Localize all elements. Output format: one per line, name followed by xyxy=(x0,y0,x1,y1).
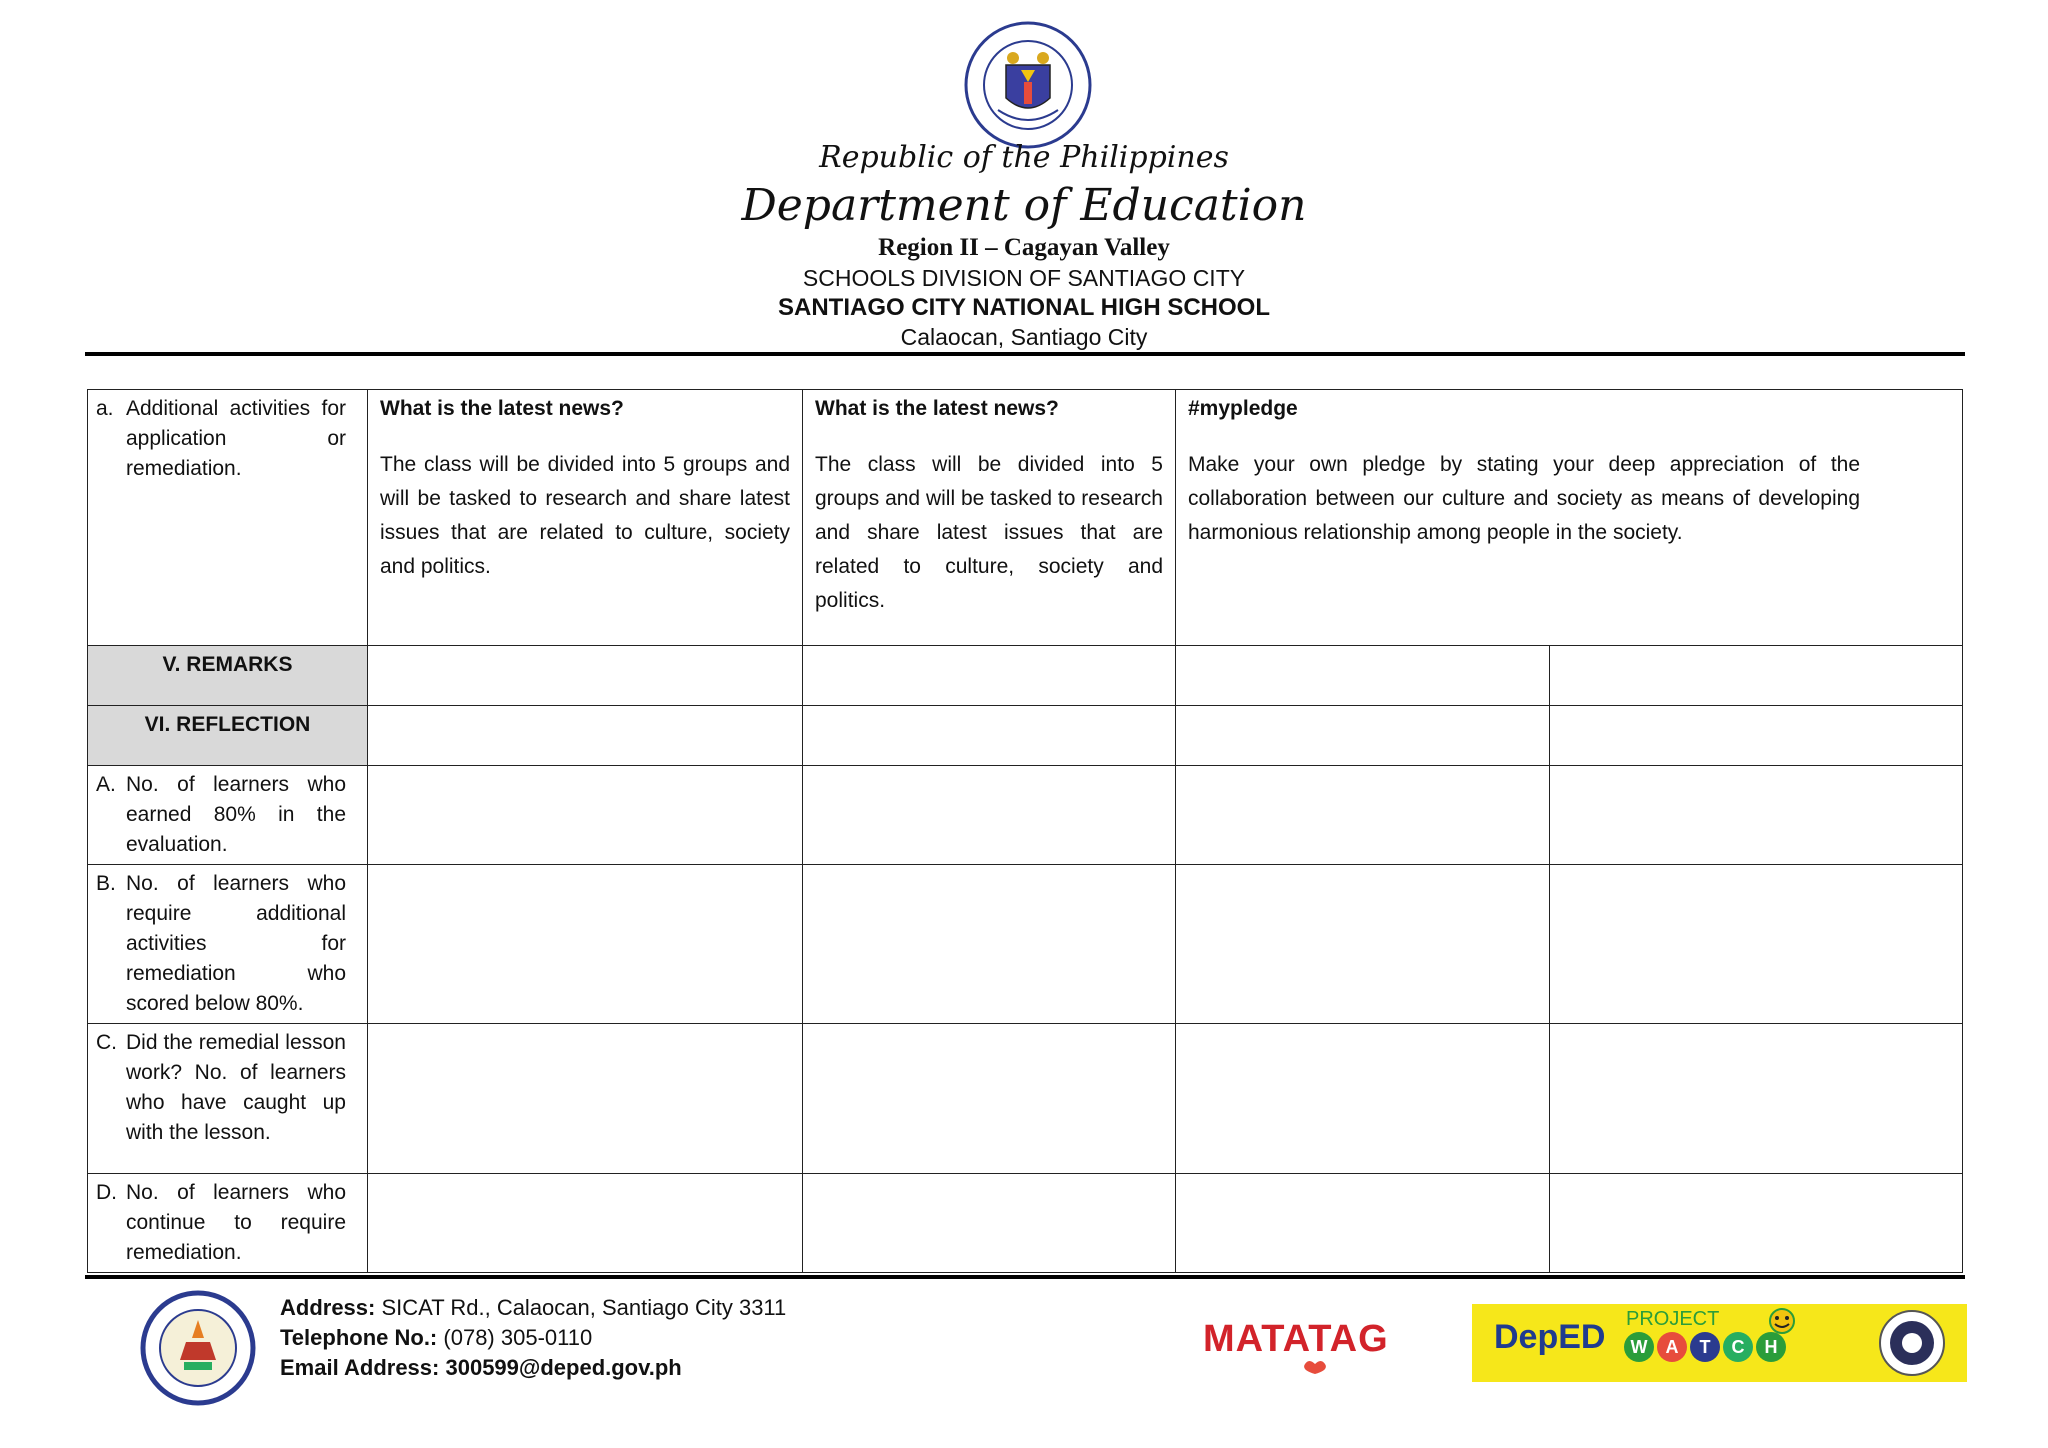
activity-body-2: The class will be divided into 5 groups and will be tasked to research and share latest issues that are related to culture, society and politics. xyxy=(815,453,1163,612)
label-cell xyxy=(88,766,368,865)
table-cell xyxy=(1176,865,1550,1024)
table-row xyxy=(88,1174,1963,1273)
row-marker: a. xyxy=(96,397,114,420)
table-cell xyxy=(1550,706,1963,766)
label-cell xyxy=(88,1024,368,1174)
row-marker: C. xyxy=(96,1031,117,1054)
watch-letter: A xyxy=(1657,1332,1687,1362)
matatag-logo xyxy=(1203,1318,1433,1380)
table-cell xyxy=(1550,1174,1963,1273)
matatag-heart-icon xyxy=(1203,1361,1433,1375)
row-label: Did the remedial lesson work? No. of learners who have caught up with the lesson. xyxy=(126,1031,346,1144)
footer-divider xyxy=(85,1275,1965,1279)
reflection-heading: VI. REFLECTION xyxy=(88,706,368,766)
telephone-label: Telephone No.: xyxy=(280,1325,438,1350)
table-cell xyxy=(1176,766,1550,865)
activity-cell-2 xyxy=(803,390,1176,646)
table-cell xyxy=(368,1174,803,1273)
division-line: SCHOOLS DIVISION OF SANTIAGO CITY xyxy=(802,265,1246,291)
watch-letters xyxy=(1624,1332,1786,1362)
project-wordmark: PROJECT xyxy=(1626,1308,1720,1330)
table-row-remarks xyxy=(88,646,1963,706)
table-cell xyxy=(803,706,1176,766)
table-cell xyxy=(803,1024,1176,1174)
row-label: No. of learners who continue to require remediation. xyxy=(126,1181,346,1264)
activity-cell-3 xyxy=(1176,390,1963,646)
table-cell xyxy=(1550,1024,1963,1174)
republic-line: Republic of the Philippines xyxy=(819,140,1229,175)
deped-project-watch-banner xyxy=(1472,1304,1967,1382)
smiley-icon xyxy=(1762,1306,1802,1336)
table-cell xyxy=(803,865,1176,1024)
row-label: Additional activities for application or remediation. xyxy=(126,397,346,480)
table-row-additional-activities xyxy=(88,390,1963,646)
table-row xyxy=(88,1024,1963,1174)
table-cell xyxy=(803,646,1176,706)
school-location: Calaocan, Santiago City xyxy=(900,324,1148,350)
watch-letter: W xyxy=(1624,1332,1654,1362)
watch-letter: H xyxy=(1756,1332,1786,1362)
remarks-heading: V. REMARKS xyxy=(88,646,368,706)
badge-seal-icon xyxy=(1877,1308,1947,1378)
telephone-line xyxy=(280,1323,786,1353)
deped-seal-logo xyxy=(963,20,1093,150)
table-cell xyxy=(368,766,803,865)
label-cell xyxy=(88,865,368,1024)
school-seal-logo xyxy=(140,1290,256,1406)
table-cell xyxy=(1176,646,1550,706)
table-cell xyxy=(368,706,803,766)
table-row xyxy=(88,766,1963,865)
table-cell xyxy=(1550,646,1963,706)
matatag-wordmark: MATATAG xyxy=(1203,1318,1389,1360)
table-row xyxy=(88,865,1963,1024)
table-cell xyxy=(1176,1024,1550,1174)
activity-title-2: What is the latest news? xyxy=(815,397,1059,420)
row-marker: B. xyxy=(96,872,116,895)
table-cell xyxy=(368,865,803,1024)
email-label: Email Address: xyxy=(280,1355,440,1380)
row-label: No. of learners who require additional activities for remediation who scored below 80%. xyxy=(126,872,346,1015)
table-cell xyxy=(1550,865,1963,1024)
table-cell xyxy=(1176,706,1550,766)
row-marker: A. xyxy=(96,773,116,796)
school-name: SANTIAGO CITY NATIONAL HIGH SCHOOL xyxy=(777,294,1270,321)
address-line xyxy=(280,1293,786,1323)
table-cell xyxy=(803,766,1176,865)
table-cell xyxy=(368,646,803,706)
region-line: Region II – Cagayan Valley xyxy=(878,234,1170,261)
table-cell xyxy=(1176,1174,1550,1273)
table-cell xyxy=(803,1174,1176,1273)
watch-letter: T xyxy=(1690,1332,1720,1362)
email-line xyxy=(280,1353,786,1383)
address-value: SICAT Rd., Calaocan, Santiago City 3311 xyxy=(381,1295,787,1320)
contact-info xyxy=(280,1293,786,1383)
telephone-value: (078) 305-0110 xyxy=(443,1325,593,1350)
row-marker: D. xyxy=(96,1181,117,1204)
watch-letter: C xyxy=(1723,1332,1753,1362)
address-label: Address: xyxy=(280,1295,376,1320)
label-cell xyxy=(88,1174,368,1273)
table-row-reflection xyxy=(88,706,1963,766)
table-cell xyxy=(368,1024,803,1174)
deped-wordmark: DepED xyxy=(1494,1318,1606,1356)
department-title: Department of Education xyxy=(741,180,1307,231)
table-cell xyxy=(1550,766,1963,865)
activity-title-3: #mypledge xyxy=(1188,397,1298,420)
row-label: No. of learners who earned 80% in the evaluation. xyxy=(126,773,346,856)
activity-body-3: Make your own pledge by stating your deep appreciation of the collaboration between our culture and society as means of developing harmonious relationship among people in the society. xyxy=(1188,453,1861,544)
activity-body-1: The class will be divided into 5 groups and will be tasked to research and share latest issues that are related to culture, society and politics. xyxy=(380,453,790,578)
label-cell-additional-activities xyxy=(88,390,368,646)
daily-lesson-log-table xyxy=(87,389,1963,1273)
email-value: 300599@deped.gov.ph xyxy=(445,1355,682,1380)
header-divider xyxy=(85,352,1965,356)
activity-cell-1 xyxy=(368,390,803,646)
activity-title-1: What is the latest news? xyxy=(380,397,624,420)
